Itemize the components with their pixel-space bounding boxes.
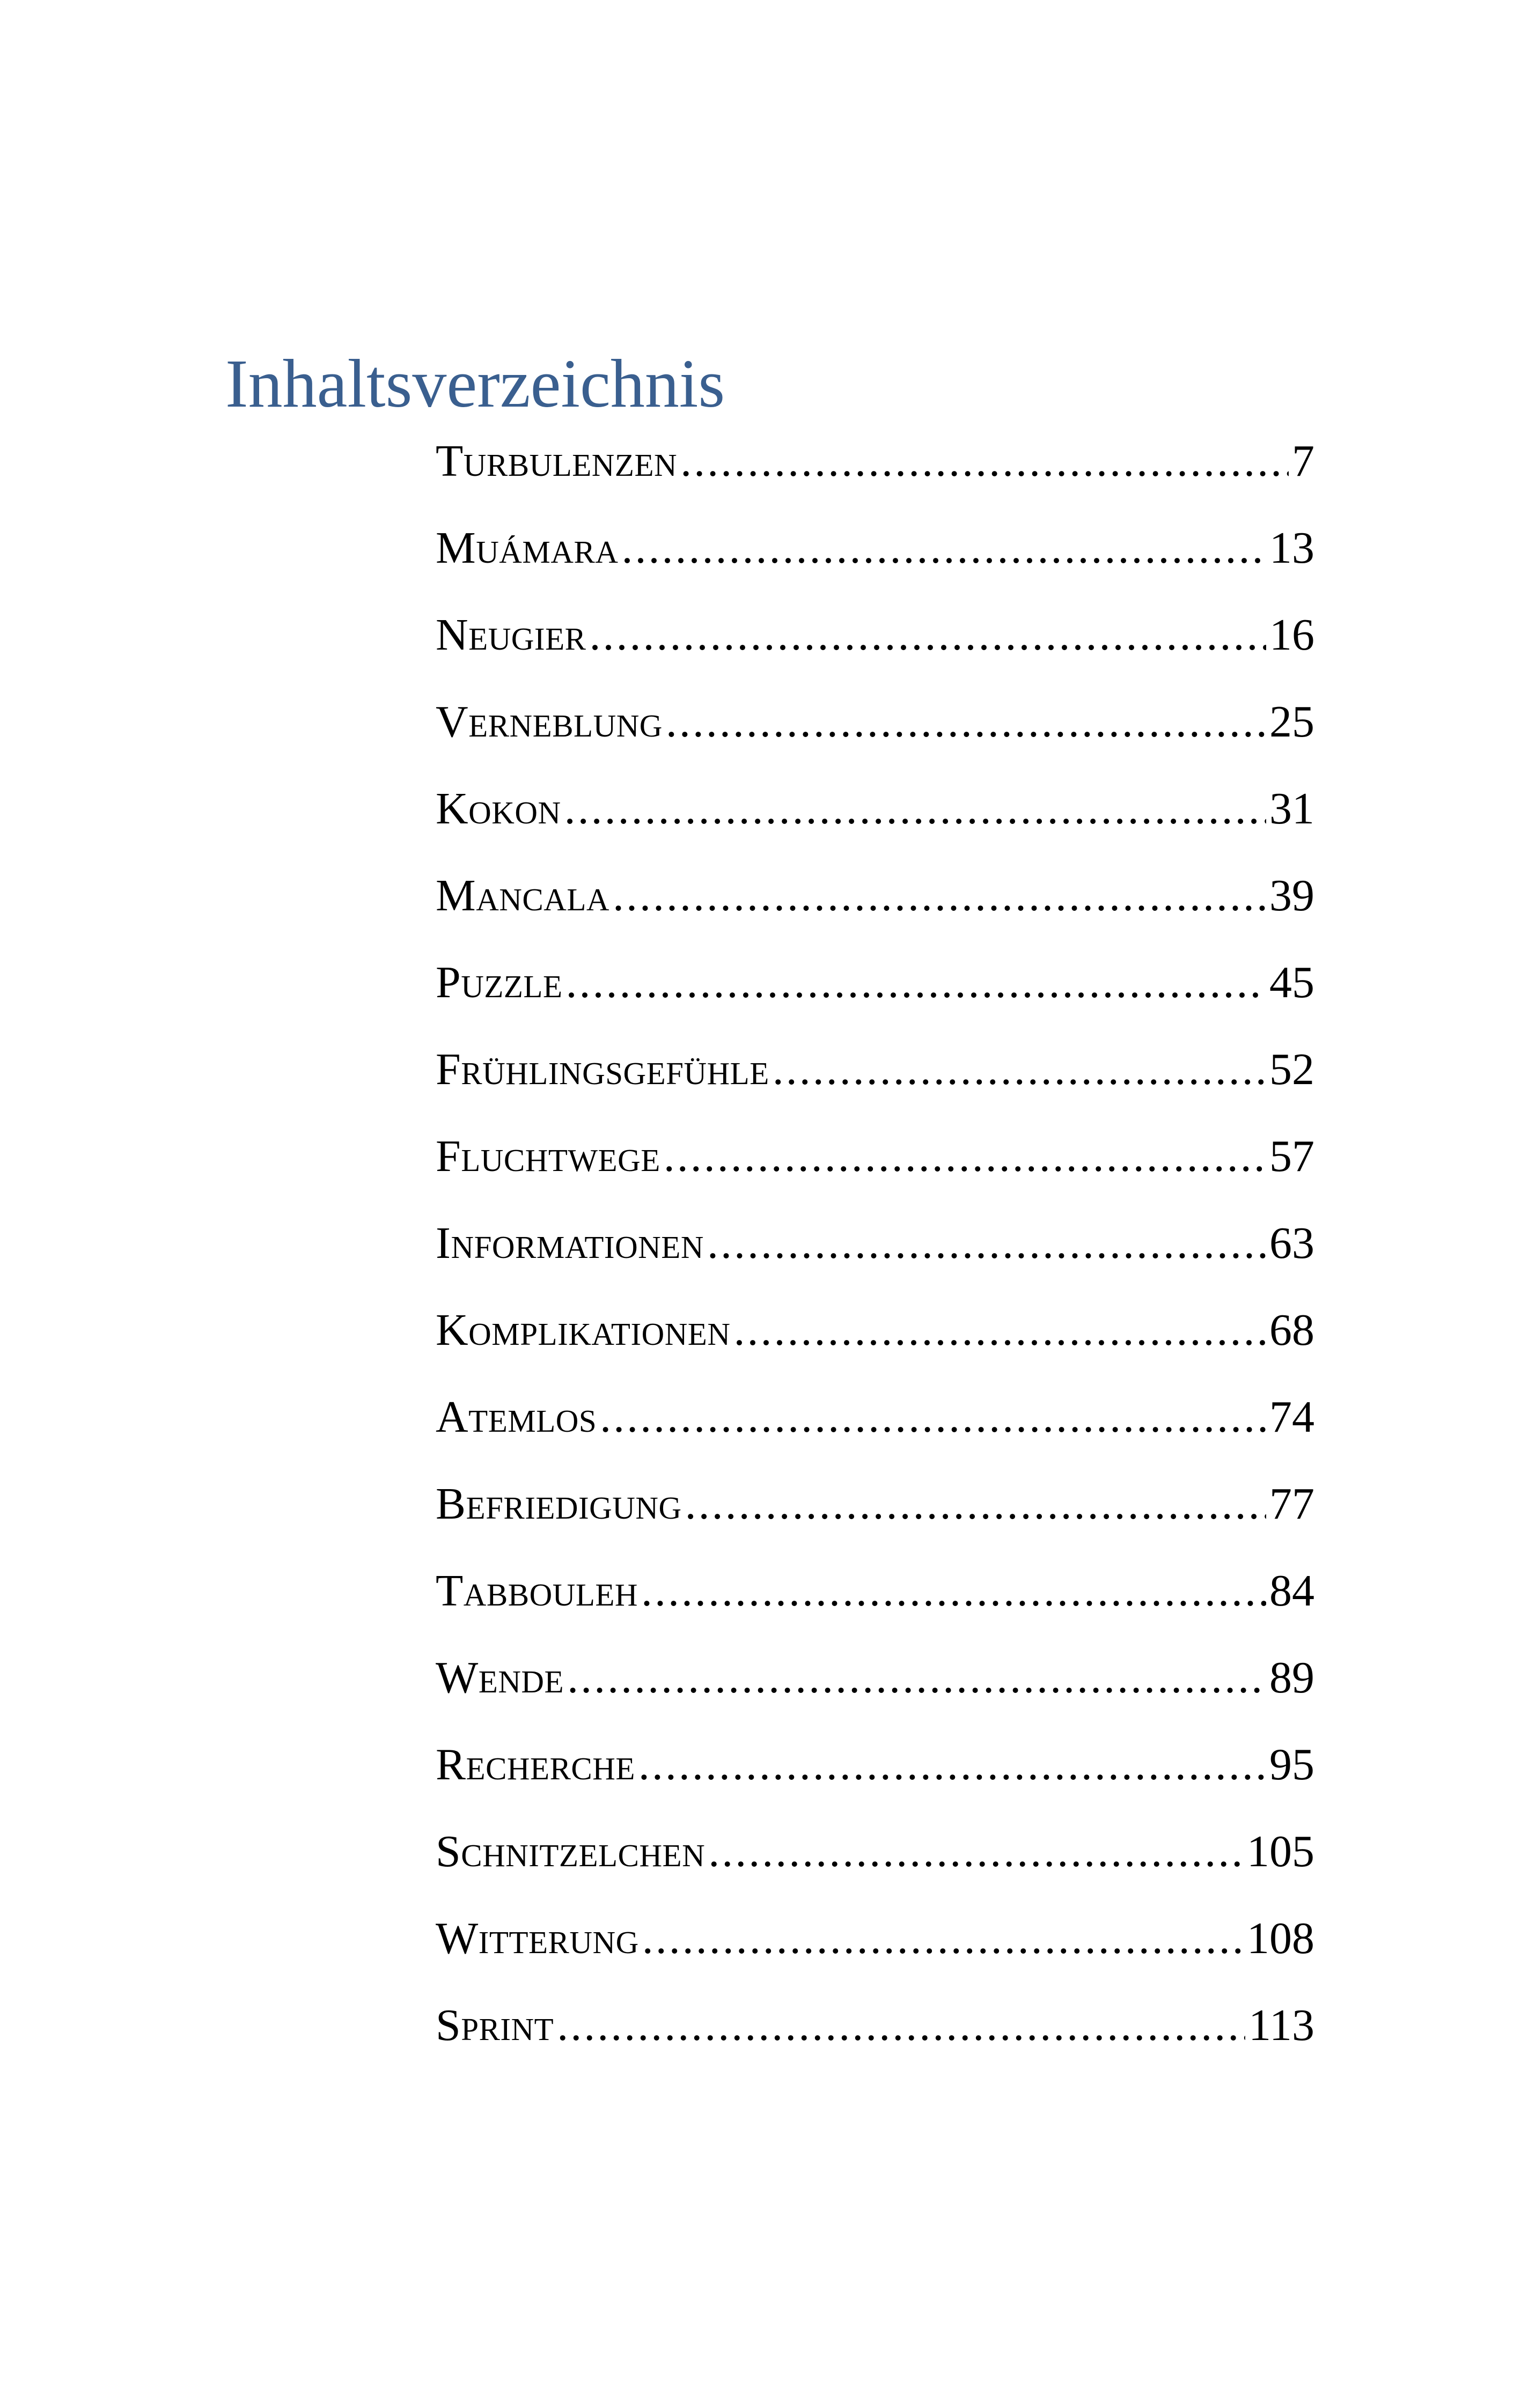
- toc-entry-label: Komplikationen: [436, 1305, 731, 1355]
- toc-entry-label: Puzzle: [436, 958, 563, 1007]
- toc-entry[interactable]: [436, 1124, 1314, 1211]
- toc-entry[interactable]: [436, 1211, 1314, 1298]
- toc-dot-leader: [708, 1820, 1244, 1884]
- toc-entry-page: 89: [1269, 1653, 1314, 1703]
- toc-entry[interactable]: [436, 1646, 1314, 1733]
- toc-entry-label: Frühlingsgefühle: [436, 1044, 769, 1094]
- toc-dot-leader: [666, 690, 1266, 754]
- toc-entry-page: 25: [1269, 697, 1314, 747]
- toc-dot-leader: [589, 603, 1266, 667]
- toc-dot-leader: [685, 1472, 1266, 1536]
- toc-dot-leader: [565, 951, 1266, 1015]
- toc-entry-page: 13: [1269, 523, 1314, 573]
- toc-entry-page: 68: [1269, 1305, 1314, 1355]
- toc-title: Inhaltsverzeichnis: [225, 345, 725, 422]
- toc-entry[interactable]: [436, 429, 1314, 516]
- toc-dot-leader: [613, 864, 1266, 928]
- toc-entry-label: Wende: [436, 1653, 564, 1703]
- toc-dot-leader: [638, 1733, 1266, 1797]
- toc-entry[interactable]: [436, 1385, 1314, 1472]
- toc-entry[interactable]: [436, 864, 1314, 951]
- toc-dot-leader: [680, 429, 1289, 494]
- toc-entry-page: 7: [1292, 436, 1314, 486]
- toc-entry-page: 57: [1269, 1131, 1314, 1181]
- toc-entry-label: Sprint: [436, 2000, 554, 2050]
- toc-dot-leader: [707, 1211, 1266, 1276]
- toc-entry[interactable]: [436, 516, 1314, 603]
- toc-entry-label: Schnitzelchen: [436, 1827, 706, 1876]
- toc-entry-label: Tabbouleh: [436, 1566, 638, 1616]
- toc-dot-leader: [641, 1559, 1266, 1623]
- toc-dot-leader: [621, 516, 1266, 580]
- toc-entry-label: Mancala: [436, 871, 610, 921]
- toc-entry-page: 52: [1269, 1044, 1314, 1094]
- toc-entry-label: Neugier: [436, 610, 586, 660]
- toc-entry-page: 16: [1269, 610, 1314, 660]
- toc-entry-page: 77: [1269, 1479, 1314, 1529]
- toc-dot-leader: [600, 1385, 1266, 1449]
- toc-entry[interactable]: [436, 1820, 1314, 1906]
- toc-entry-label: Turbulenzen: [436, 436, 678, 486]
- toc-entry-page: 39: [1269, 871, 1314, 921]
- toc-entry[interactable]: [436, 777, 1314, 864]
- toc-entry[interactable]: [436, 690, 1314, 777]
- toc-entry-page: 63: [1269, 1218, 1314, 1268]
- toc-entry[interactable]: [436, 1993, 1314, 2080]
- toc-entry-label: Fluchtwege: [436, 1131, 660, 1181]
- toc-dot-leader: [642, 1906, 1244, 1971]
- toc-entry-page: 84: [1269, 1566, 1314, 1616]
- toc-entry[interactable]: [436, 1298, 1314, 1385]
- toc-entry[interactable]: [436, 1906, 1314, 1993]
- toc-entry[interactable]: [436, 1472, 1314, 1559]
- toc-entry-label: Witterung: [436, 1913, 639, 1963]
- toc-entry-page: 108: [1247, 1913, 1314, 1963]
- toc-dot-leader: [557, 1993, 1245, 2058]
- toc-dot-leader: [567, 1646, 1266, 1710]
- toc-dot-leader: [773, 1037, 1266, 1102]
- toc-entry-page: 95: [1269, 1740, 1314, 1790]
- toc-entry-label: Atemlos: [436, 1392, 597, 1442]
- toc-dot-leader: [733, 1298, 1266, 1363]
- toc-entry[interactable]: [436, 1559, 1314, 1646]
- toc-entry[interactable]: [436, 1037, 1314, 1124]
- toc-entry-page: 113: [1248, 2000, 1314, 2050]
- toc-dot-leader: [664, 1124, 1266, 1189]
- toc-entry-page: 31: [1269, 784, 1314, 834]
- toc-entry-page: 105: [1247, 1827, 1314, 1876]
- toc-entry-label: Kokon: [436, 784, 561, 834]
- toc-entry-label: Befriedigung: [436, 1479, 682, 1529]
- toc-entry-page: 45: [1269, 958, 1314, 1007]
- toc-entry-label: Recherche: [436, 1740, 635, 1790]
- toc-entry[interactable]: [436, 951, 1314, 1037]
- toc-entry[interactable]: [436, 1733, 1314, 1820]
- toc-entry-page: 74: [1269, 1392, 1314, 1442]
- toc-list: [436, 429, 1314, 2080]
- toc-entry-label: Verneblung: [436, 697, 663, 747]
- toc-entry-label: Informationen: [436, 1218, 704, 1268]
- toc-entry-label: Muámara: [436, 523, 619, 573]
- toc-dot-leader: [564, 777, 1266, 841]
- toc-entry[interactable]: [436, 603, 1314, 690]
